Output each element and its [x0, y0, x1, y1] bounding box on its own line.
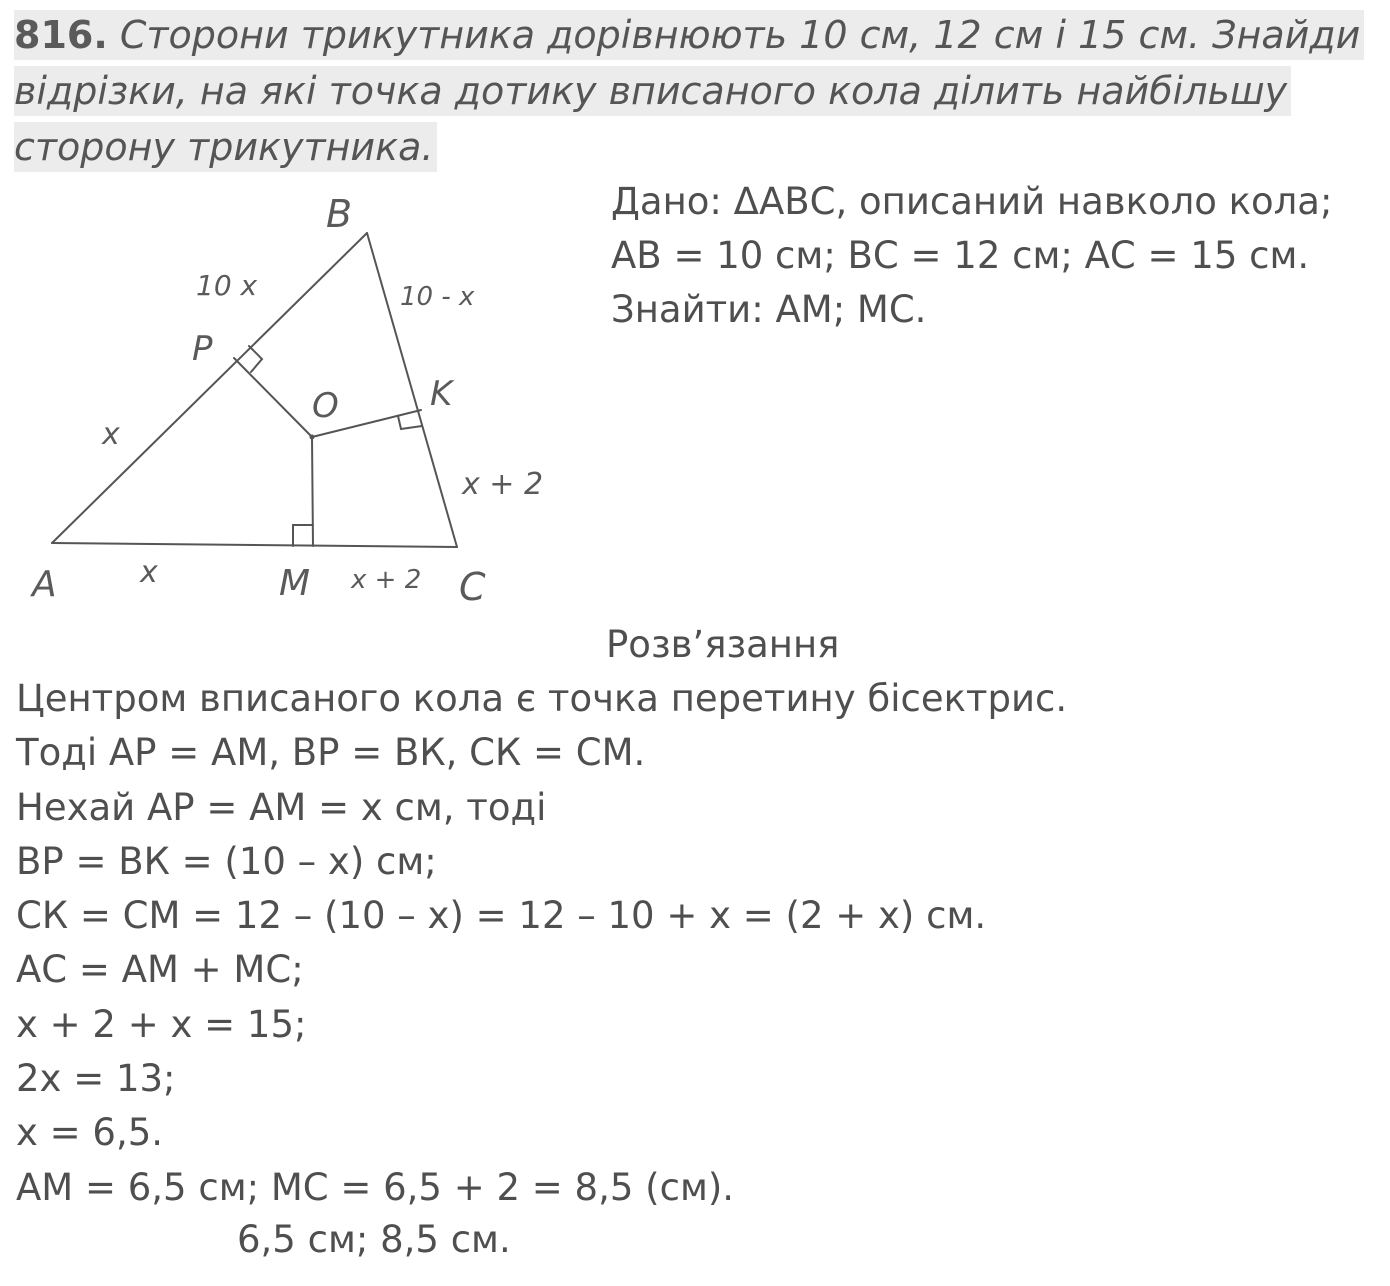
label-p: P [192, 329, 213, 369]
problem-text-1: Сторони трикутника дорівнюють 10 см, 12 см і 15 см. Знайди [107, 13, 1361, 57]
problem-line-1 [14, 10, 1364, 60]
label-a: A [32, 564, 57, 605]
given-line-3: Знайти: АМ; МС. [611, 288, 927, 331]
solution-line-4: ВР = ВК = (10 – х) см; [16, 839, 437, 883]
solution-line-9: х = 6,5. [16, 1111, 164, 1155]
solution-title: Розв’язання [606, 623, 840, 666]
side-ac [52, 543, 457, 547]
solution-line-2: Тоді АР = АМ, ВР = ВК, СК = СМ. [16, 731, 646, 775]
label-segment-am: x [140, 555, 158, 590]
answer-line: 6,5 см; 8,5 см. [237, 1218, 511, 1261]
right-angle-k [398, 416, 422, 429]
triangle-diagram [0, 180, 600, 620]
radius-om [312, 437, 313, 546]
solution-line-1: Центром вписаного кола є точка перетину бісектрис. [16, 677, 1068, 720]
label-k: K [430, 374, 453, 414]
problem-line-2: відрізки, на які точка дотику вписаного кола ділить найбільшу [14, 66, 1291, 116]
label-b: B [326, 192, 353, 236]
solution-line-6: АС = АМ + МС; [16, 948, 304, 992]
given-block [611, 175, 1332, 337]
label-segment-bk: 10 - x [400, 282, 475, 312]
label-segment-mc: x + 2 [351, 565, 422, 595]
given-line-1: Дано: ΔАВС, описаний навколо кола; [611, 180, 1333, 223]
solution-line-10: АМ = 6,5 см; МС = 6,5 + 2 = 8,5 (см). [16, 1165, 735, 1209]
label-c: C [459, 565, 486, 609]
problem-line-3: сторону трикутника. [14, 122, 437, 172]
solution-line-5: СК = СМ = 12 – (10 – х) = 12 – 10 + х = (2 + х) см. [16, 894, 987, 938]
label-m: M [279, 563, 311, 604]
solution-line-8: 2х = 13; [16, 1057, 176, 1101]
problem-number: 816. [14, 13, 108, 57]
label-segment-ck: x + 2 [462, 467, 544, 502]
right-angle-p [249, 346, 262, 372]
center-o-dot [310, 435, 315, 440]
radius-op [234, 358, 312, 437]
solution-line-3: Нехай АР = АМ = х см, тоді [16, 785, 547, 829]
label-o: O [312, 386, 339, 426]
label-segment-ap: x [102, 417, 120, 452]
given-line-2: АВ = 10 см; ВС = 12 см; АС = 15 см. [611, 234, 1310, 277]
solution-line-7: х + 2 + х = 15; [16, 1002, 307, 1046]
right-angle-m [293, 525, 313, 546]
label-segment-bp: 10 x [196, 269, 258, 302]
solution-block [16, 672, 1067, 1215]
